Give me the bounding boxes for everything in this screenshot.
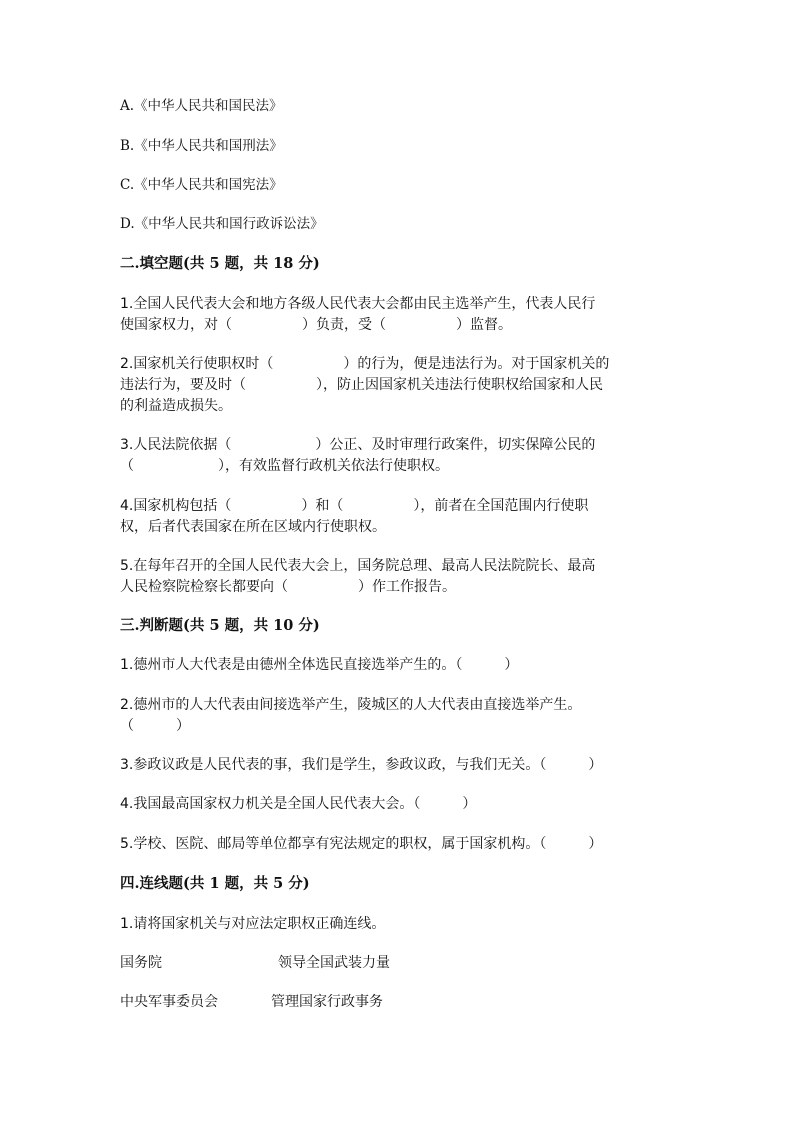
- fill-blank-q3-line2: （ ），有效监督行政机关依法行使职权。: [120, 458, 449, 474]
- true-false-q4: 4.我国最高国家权力机关是全国人民代表大会。（ ）: [120, 796, 477, 812]
- matching-right-item: 领导全国武装力量: [278, 955, 390, 971]
- fill-blank-q4-line1: 4.国家机构包括（ ）和（ ），前者在全国范围内行使职: [120, 498, 589, 514]
- true-false-q2-line2: （ ）: [120, 718, 190, 734]
- fill-blank-q4-line2: 权，后者代表国家在所在区域内行使职权。: [120, 519, 386, 535]
- fill-blank-q5-line1: 5.在每年召开的全国人民代表大会上，国务院总理、最高人民法院院长、最高: [120, 558, 596, 574]
- section-heading-true-false: 三.判断题(共 5 题，共 10 分): [120, 617, 320, 634]
- true-false-q3: 3.参政议政是人民代表的事，我们是学生，参政议政，与我们无关。（ ）: [120, 757, 603, 773]
- option-b: B.《中华人民共和国刑法》: [120, 138, 283, 154]
- true-false-q1: 1.德州市人大代表是由德州全体选民直接选举产生的。（ ）: [120, 657, 519, 673]
- matching-right-item: 管理国家行政事务: [271, 994, 383, 1010]
- true-false-q2-line1: 2.德州市的人大代表由间接选举产生，陵城区的人大代表由直接选举产生。: [120, 697, 582, 713]
- matching-left-item: 中央军事委员会: [120, 994, 218, 1010]
- option-d: D.《中华人民共和国行政诉讼法》: [120, 216, 324, 232]
- section-heading-matching: 四.连线题(共 1 题，共 5 分): [120, 875, 310, 892]
- fill-blank-q2-line2: 违法行为，要及时（ ），防止因国家机关违法行使职权给国家和人民: [120, 377, 603, 393]
- fill-blank-q2-line1: 2.国家机关行使职权时（ ）的行为，便是违法行为。对于国家机关的: [120, 356, 610, 372]
- section-heading-fill-blank: 二.填空题(共 5 题，共 18 分): [120, 255, 320, 272]
- matching-q1: 1.请将国家机关与对应法定职权正确连线。: [120, 916, 386, 932]
- fill-blank-q3-line1: 3.人民法院依据（ ）公正、及时审理行政案件，切实保障公民的: [120, 437, 596, 453]
- fill-blank-q5-line2: 人民检察院检察长都要向（ ）作工作报告。: [120, 579, 456, 595]
- matching-left-item: 国务院: [120, 955, 162, 971]
- option-c: C.《中华人民共和国宪法》: [120, 177, 283, 193]
- fill-blank-q2-line3: 的利益造成损失。: [120, 398, 232, 414]
- true-false-q5: 5.学校、医院、邮局等单位都享有宪法规定的职权，属于国家机构。（ ）: [120, 836, 603, 852]
- fill-blank-q1-line1: 1.全国人民代表大会和地方各级人民代表大会都由民主选举产生，代表人民行: [120, 296, 596, 312]
- fill-blank-q1-line2: 使国家权力，对（ ）负责，受（ ）监督。: [120, 317, 512, 333]
- option-a: A.《中华人民共和国民法》: [120, 98, 283, 114]
